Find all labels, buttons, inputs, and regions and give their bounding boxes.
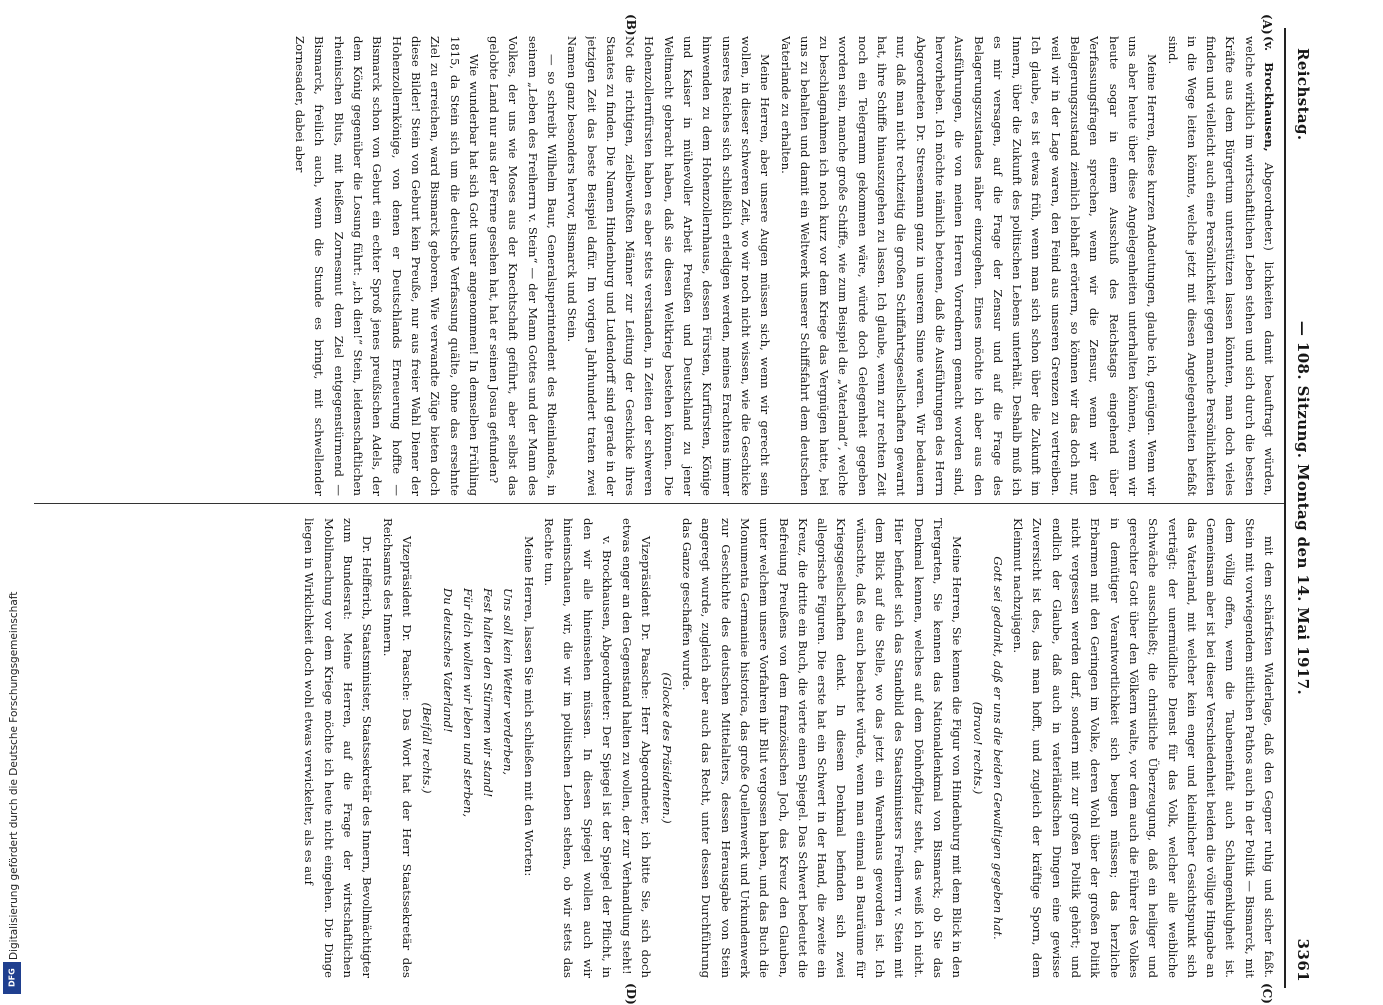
left-paragraph bbox=[562, 36, 774, 496]
paragraph-text: Für dich wollen wir leben und sterben, bbox=[460, 588, 475, 818]
header-left: Reichstag. bbox=[1294, 48, 1312, 141]
left-column bbox=[33, 36, 1278, 496]
left-paragraph bbox=[1162, 36, 1278, 496]
paragraph-text: — so schreibt Wilhelm Baur, Generalsuperintendent des Rheinlandes, in seinem „Leben des Freiherrn v. Stein“ — der Mann Gottes und der Mann des Volkes, der uns wie Moses aus der Knechtschaft geführt, aber selbst das gelobte Land nur aus der Ferne gesehen hat, hat er seinen Josua gefunden? bbox=[487, 36, 560, 496]
header-rule bbox=[1284, 28, 1286, 988]
right-paragraph bbox=[478, 518, 497, 978]
speaker-role: Abgeordneter.) bbox=[1262, 162, 1276, 251]
right-paragraph bbox=[988, 518, 1007, 978]
paragraph-text: Dr. Helfferich, Staatsminister, Staatssekretär des Innern, Bevollmächtigter zum Bundesrat: Meine Herren, auf die Frage der wirtschaftlichen Mobilmachung vor dem Kriege möchte ich heute nicht eingehen. Die Dinge liegen in Wirklichkeit doch wohl etwas verwickelter, als es auf bbox=[302, 518, 375, 978]
left-paragraph bbox=[775, 36, 1161, 496]
left-paragraph bbox=[290, 36, 483, 496]
paragraph-text: Meine Herren, Sie kennen die Figur von Hindenburg mit dem Blick in den Tiergarten, Sie kennen das Nationaldenkmal von Bismarck; ob Sie das Denkmal kennen, welches auf dem Dönhoffplatz steht, das weiß ich nicht. Hier befindet sich das Standbild des Staatsministers Freiherrn v. Stein mit dem Blick auf die Stelle, wo das jetzt ein Warenhaus geworden ist. Ich wünschte, daß es auch beachtet würde, wenn man einmal an Bauräume für Kriegsgesellschaften denkt. In diesem Denkmal befinden sich zwei allegorische Figuren. Die erste hat ein Schwert in der Hand, die zweite ein Kreuz, die dritte ein Buch, die vierte einen Spiegel. Das Schwert bedeutet die Befreiung Preußens von dem französischen Joch, das Kreuz den Glauben, unter welchem unsere Vorfahren ihr Blut vergossen haben, und das Buch die Monumenta Germaniae historica, das große Quellenwerk und Urkundenwerk zur Geschichte des deutschen Mittelalters, dessen Herausgabe von Stein angeregt wurde, zugleich aber auch das Recht, unter dessen Durchführung das Ganze geschaffen wurde. bbox=[680, 518, 965, 978]
column-divider bbox=[34, 503, 1284, 504]
right-paragraph bbox=[677, 518, 966, 978]
right-paragraph bbox=[437, 518, 456, 978]
paragraph-text: (Beifall rechts.) bbox=[420, 702, 435, 794]
speaker-name: (v. Brockhausen, bbox=[1262, 36, 1276, 152]
right-paragraph bbox=[417, 518, 436, 978]
right-paragraph bbox=[539, 518, 616, 978]
paragraph-text: Meine Herren, diese kurzen Andeutungen, glaube ich, genügen. Wenn wir uns aber heute über diese Angelegenheiten unterhalten können, wenn wir heute sogar in einem Ausschuß des Reichstags eingehend über Verfassungsfragen sprechen, wenn wir die Zensur, wenn wir den Belagerungszustand ziemlich lebhaft erörtern, so können wir das doch nur, weil wir in der Lage waren, den Feind aus unseren Grenzen zu vertreiben. Ich glaube, es ist etwas früh, wenn man sich schon über die Zukunft im Innern, über die Zukunft des politischen Lebens unterhält. Deshalb muß ich es mir versagen, auf die Frage der Zensur und auf die Frage des Belagerungszustandes näher einzugehen. Eines möchte ich aber aus den Ausführungen, die von meinen Herren Vorrednern gemacht worden sind, hervorheben. Ich möchte nämlich betonen, daß die Ausführungen des Herrn Abgeordneten Dr. Stresemann ganz in unserem Sinne waren. Wir bedauern nur, daß man nicht rechtzeitig die großen Schiffahrtsgesellschaften gewarnt hat, ihre Schiffe hinauszugehen zu lassen. Ich glaube, wenn zur rechten Zeit noch ein Telegramm gekommen wäre, würde doch Gelegenheit gegeben worden sein, manche große Schiffe, wie zum Beispiel die „Vaterland“, welche zu beschlagnahmen ich noch kurz vor dem Kriege das Vergnügen hatte, bei uns zu behalten und damit ein Weltwerk unserer Schiffsfahrt dem deutschen Vaterlande zu erhalten. bbox=[778, 36, 1160, 496]
paragraph-text: (Bravo! rechts.) bbox=[970, 701, 985, 795]
right-paragraph bbox=[299, 518, 376, 978]
right-paragraph bbox=[377, 518, 416, 978]
right-paragraph bbox=[657, 518, 676, 978]
rotated-page bbox=[18, 14, 1318, 1005]
page-number: 3361 bbox=[1294, 938, 1312, 982]
right-paragraph bbox=[518, 518, 537, 978]
paragraph-text: Uns soll kein Wetter verderben, bbox=[501, 588, 516, 776]
margin-marker-a: (A) bbox=[1260, 14, 1274, 35]
paragraph-text: Wie wunderbar hat sich Gott unser angenommen! In demselben Frühling 1815, da Stein sich um die deutsche Verfassung quälte, ohne das ersehnte Ziel zu erreichen, ward Bismarck geboren. Wie verwandte Züge bieten doch diese Bilder! Stein von Geburt kein Preuße, nur aus freier Wahl Diener der Hohenzollernkönige, von denen er Deutschlands Erneuerung hoffte — Bismarck schon von Geburt ein echter Sproß jenes preußischen Adels, der dem König gegenüber die Losung führt: „ich dien!“ Stein, leidenschaftlichen rheinischen Bluts, mit heißem Zornesmut dem Ziel entgegenstürmend — Bismarck, freilich auch, wenn die Stunde es bringt, mit schwellender Zornesader, dabei aber bbox=[293, 36, 481, 496]
paragraph-text: Gott sei gedankt, daß er uns die beiden Gewaltigen gegeben hat. bbox=[990, 556, 1005, 940]
paragraph-text: Fest halten den Stürmen wir stand! bbox=[481, 588, 496, 798]
digitization-credit: Digitalisierung gefördert durch die Deutsche Forschungsgemeinschaft bbox=[8, 591, 20, 960]
margin-marker-c: (C) bbox=[1260, 983, 1274, 1004]
paragraph-text: (Glocke des Präsidenten.) bbox=[659, 672, 674, 824]
paragraph-text: v. Brockhausen, Abgeordneter: Der Spiegel ist der Spiegel der Pflicht, in den wir alle hineinsehen müssen. In diesen Spiegel wollen auch wir hineinschauen, wir, die wir im politischen Leben stehen, ob wir stets das Rechte tun. bbox=[542, 518, 614, 978]
right-column bbox=[33, 518, 1278, 978]
right-paragraph bbox=[617, 518, 656, 978]
right-paragraph bbox=[967, 518, 986, 978]
paragraph-text: Meine Herren, aber unsere Augen müssen sich, wenn wir gerecht sein wollen, in dieser schweren Zeit, wo wir noch nicht wissen, wie die Geschicke unseres Reiches sich schließlich erledigen werden, meines Erachtens immer hinwenden zu dem Hohenzollernhause, dessen Fürsten, Kurfürsten, Könige und Kaiser in mühevoller Arbeit Preußen und Deutschland zu jener Weltmacht gebracht haben, daß sie diesen Weltkrieg bestehen können. Die Hohenzollernfürsten haben es aber stets verstanden, in Zeiten der schweren Not die richtigen, zielbewußten Männer zur Leitung der Geschicke ihres Staates zu finden. Die Namen Hindenburg und Ludendorff sind gerade in der jetzigen Zeit das beste Beispiel dafür. Im vorigen Jahrhundert traten zwei Namen ganz besonders hervor, Bismarck und Stein. bbox=[565, 36, 773, 496]
paragraph-text: Vizepräsident Dr. Paasche: Das Wort hat der Herr Staatssekretär des Reichsamts des Innern. bbox=[380, 518, 414, 978]
paragraph-text: mit dem schärfsten Widerlage, daß den Gegner ruhig und sicher faßt. Stein mit vorwiegendem sittlichen Pathos auch in der Politik — Bismarck, mit dem völlig offen, wenn die Taubeneinfalt auch Schlangenklugheit ist. Gemeinsam aber ist bei dieser Verschiedenheit beiden die völlige Hingabe an das Vaterland, mit welcher kein enger und kleinlicher Gesichtspunkt sich verträgt: der unermüdliche Dienst für das Volk, welcher alle weibliche Schwäche ausschließt; die christliche Überzeugung, daß ein heiliger und gerechter Gott über den Völkern walte, vor dem auch die Führer des Volkes in demütiger Verantwortlichkeit sich beugen müssen; das herzliche Erbarmen mit den Geringen im Volke, deren Wohl über der großen Politik nicht vergessen werden darf, sondern mit zur großen Politik gehört; und endlich der Glaube, daß auch in vaterländischen Dingen eine gewisse Zuversicht ist des, das man hofft, und zugleich der kräftige Sporn, dem Kleinmut nachzujagen. bbox=[1011, 518, 1276, 978]
paragraph-text: lichkeiten damit beauftragt würden, welche wirklich im wirtschaftlichen Leben stehen und sich durch die besten Kräfte aus dem Bürgertum unterstützen lassen könnten, man doch vieles finden und vielleicht auch eine Persönlichkeit gegen manche Persönlichkeiten in die Wege leiten könnte, welche jetzt mit diesen Angelegenheiten befaßt sind. bbox=[1165, 36, 1276, 496]
paragraph-text: Vizepräsident Dr. Paasche: Herr Abgeordneter, ich bitte Sie, sich doch etwas enger an den Gegenstand halten zu wollen, der zur Verhandlung steht! bbox=[620, 518, 654, 978]
right-paragraph bbox=[458, 518, 477, 978]
header-center: — 108. Sitzung. Montag den 14. Mai 1917. bbox=[1294, 320, 1312, 696]
paragraph-text: Meine Herren, lassen Sie mich schließen mit den Worten: bbox=[521, 536, 536, 877]
right-paragraph bbox=[1008, 518, 1278, 978]
margin-marker-d: (D) bbox=[624, 983, 638, 1005]
dfg-logo: DFG bbox=[3, 962, 21, 994]
margin-marker-b: (B) bbox=[624, 14, 638, 36]
left-paragraph bbox=[484, 36, 561, 496]
paragraph-text: Du deutsches Vaterland! bbox=[440, 588, 455, 733]
page-header bbox=[1288, 28, 1318, 988]
right-paragraph bbox=[498, 518, 517, 978]
